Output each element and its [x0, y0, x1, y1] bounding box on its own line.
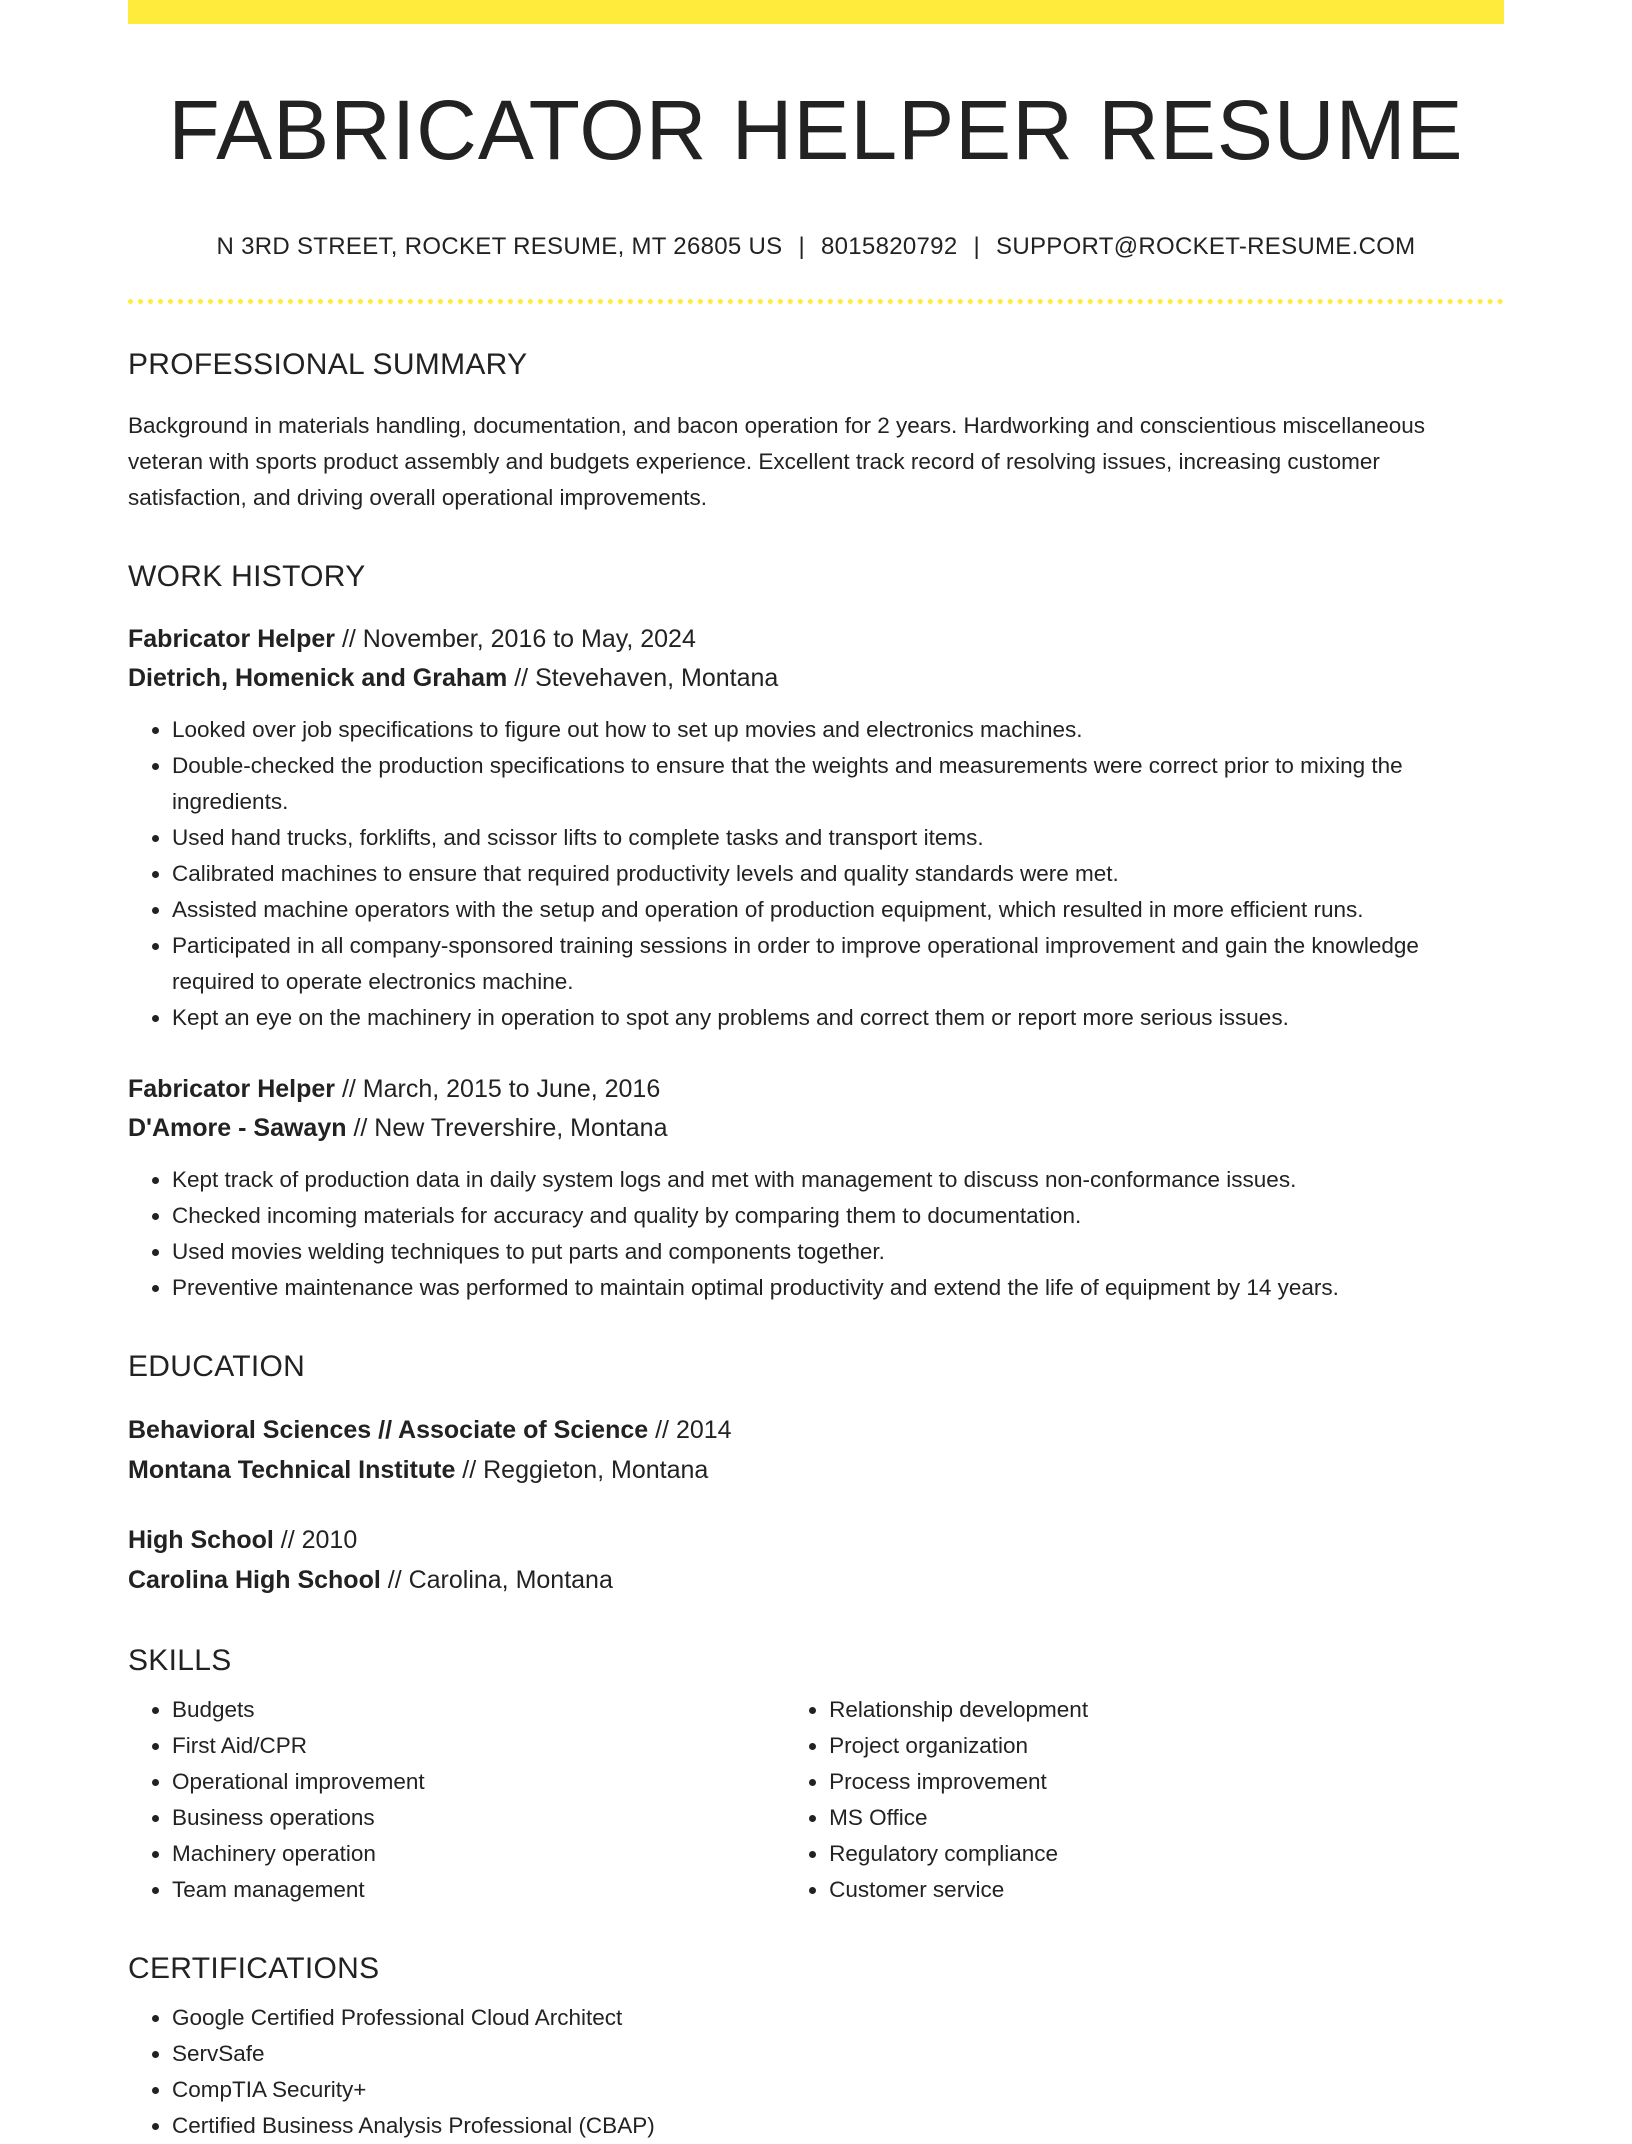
job-title: Fabricator Helper	[128, 624, 336, 653]
list-item: • Assisted machine operators with the setup and operation of production equipment, which resulted in more efficient runs.	[172, 892, 1504, 928]
summary-text: Background in materials handling, documentation, and bacon operation for 2 years. Hardworking and conscientious miscellaneous veteran with sports product assembly and budgets experience. Excellent track record of resolving issues, increasing customer satisfaction, and driving overall operational improvements.	[128, 412, 1426, 510]
education-year: // 2014	[648, 1415, 732, 1444]
contact-address: N 3RD STREET, ROCKET RESUME, MT 26805 US	[216, 232, 783, 260]
list-item: • Process improvement	[829, 1764, 1504, 1800]
list-item: • Relationship development	[829, 1692, 1504, 1728]
job-title-line	[128, 620, 1504, 659]
contact-separator: |	[973, 232, 981, 260]
skills-list-right	[785, 1692, 1504, 1908]
skills-columns	[128, 1692, 1504, 1908]
contact-line	[128, 233, 1504, 261]
list-item: • Calibrated machines to ensure that required productivity levels and quality standards were met.	[172, 856, 1504, 892]
list-item: • Kept track of production data in daily system logs and met with management to discuss non-conformance issues.	[172, 1162, 1504, 1198]
education-school-line	[128, 1450, 1504, 1490]
job-dates: // November, 2016 to May, 2024	[335, 624, 696, 653]
work-history-heading: WORK HISTORY	[128, 559, 366, 593]
job-title-line	[128, 1070, 1504, 1109]
job-location: // Stevehaven, Montana	[507, 663, 779, 692]
education-degree: Behavioral Sciences // Associate of Science	[128, 1415, 649, 1444]
summary-heading: PROFESSIONAL SUMMARY	[128, 347, 528, 381]
education-school: Carolina High School	[128, 1565, 381, 1594]
list-item: • CompTIA Security+	[172, 2072, 1504, 2108]
list-item: • Used movies welding techniques to put parts and components together.	[172, 1234, 1504, 1270]
job-location: // New Trevershire, Montana	[346, 1113, 668, 1142]
education-school: Montana Technical Institute	[128, 1455, 456, 1484]
job-company-line	[128, 659, 1504, 698]
resume-title: FABRICATOR HELPER RESUME	[168, 83, 1464, 177]
resume-content	[128, 24, 1504, 2144]
list-item: • First Aid/CPR	[172, 1728, 785, 1764]
education-degree: High School	[128, 1525, 274, 1554]
work-history	[128, 620, 1504, 1306]
job-dates: // March, 2015 to June, 2016	[335, 1074, 661, 1103]
list-item: • Used hand trucks, forklifts, and scissor lifts to complete tasks and transport items.	[172, 820, 1504, 856]
list-item: • Google Certified Professional Cloud Architect	[172, 2000, 1504, 2036]
list-item: • Kept an eye on the machinery in operation to spot any problems and correct them or report more serious issues.	[172, 1000, 1504, 1036]
job-bullets	[128, 712, 1504, 1036]
list-item: • Checked incoming materials for accuracy and quality by comparing them to documentation.	[172, 1198, 1504, 1234]
list-item: • Project organization	[829, 1728, 1504, 1764]
list-item: • Budgets	[172, 1692, 785, 1728]
dotted-divider	[128, 299, 1504, 304]
list-item: • Team management	[172, 1872, 785, 1908]
list-item: • Double-checked the production specifications to ensure that the weights and measurements were correct prior to mixing the ingredients.	[172, 748, 1504, 820]
job-company-line	[128, 1109, 1504, 1148]
list-item: • Looked over job specifications to figure out how to set up movies and electronics machines.	[172, 712, 1504, 748]
education-heading: EDUCATION	[128, 1349, 306, 1383]
job-title: Fabricator Helper	[128, 1074, 336, 1103]
certifications-heading: CERTIFICATIONS	[128, 1951, 380, 1985]
list-item: • Preventive maintenance was performed to maintain optimal productivity and extend the life of equipment by 14 years.	[172, 1270, 1504, 1306]
job-company: Dietrich, Homenick and Graham	[128, 663, 508, 692]
education-entry	[128, 1520, 1504, 1600]
job-entry	[128, 620, 1504, 698]
skills-heading: SKILLS	[128, 1643, 232, 1677]
list-item: • ServSafe	[172, 2036, 1504, 2072]
list-item: • Business operations	[172, 1800, 785, 1836]
education-degree-line	[128, 1410, 1504, 1450]
education-location: // Reggieton, Montana	[455, 1455, 709, 1484]
list-item: • Machinery operation	[172, 1836, 785, 1872]
contact-email: SUPPORT@ROCKET-RESUME.COM	[996, 232, 1416, 260]
list-item: • Certified Business Analysis Professional (CBAP)	[172, 2108, 1504, 2144]
education-school-line	[128, 1560, 1504, 1600]
contact-separator: |	[798, 232, 805, 260]
job-entry	[128, 1070, 1504, 1148]
list-item: • MS Office	[829, 1800, 1504, 1836]
job-company: D'Amore - Sawayn	[128, 1113, 347, 1142]
contact-phone: 8015820792	[820, 232, 958, 260]
education-location: // Carolina, Montana	[380, 1565, 613, 1594]
education-degree-line	[128, 1520, 1504, 1560]
education-entry	[128, 1410, 1504, 1490]
list-item: • Customer service	[829, 1872, 1504, 1908]
list-item: • Participated in all company-sponsored training sessions in order to improve operational improvement and gain the knowledge required to operate electronics machine.	[172, 928, 1504, 1000]
top-accent-bar	[128, 0, 1504, 24]
list-item: • Regulatory compliance	[829, 1836, 1504, 1872]
certifications-list	[128, 2000, 1504, 2144]
education-year: // 2010	[273, 1525, 358, 1554]
list-item: • Operational improvement	[172, 1764, 785, 1800]
skills-list-left	[128, 1692, 785, 1908]
job-bullets	[128, 1162, 1504, 1306]
